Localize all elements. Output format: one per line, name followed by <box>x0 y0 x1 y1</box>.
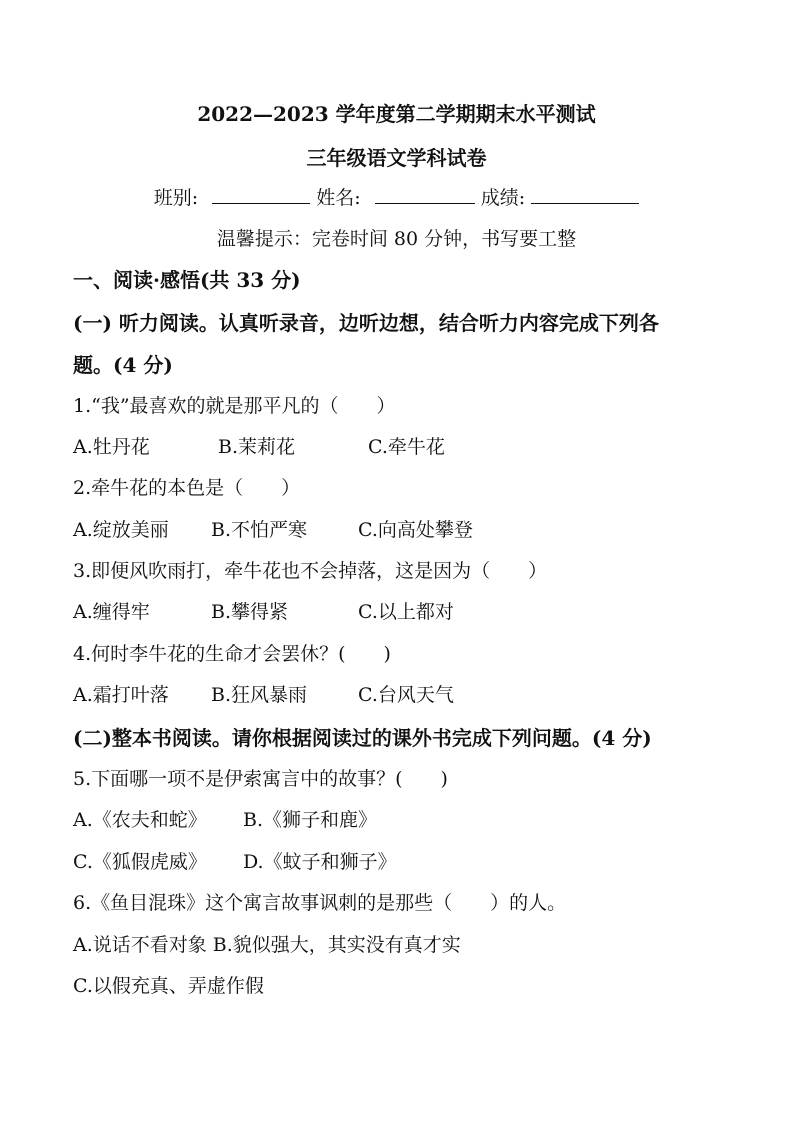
exam-title: 2022—2023 学年度第二学期期末水平测试 <box>197 102 596 126</box>
score-blank[interactable] <box>531 185 639 204</box>
question-5: 5.下面哪一项不是伊索寓言中的故事？( ) <box>73 768 448 790</box>
q1-option-b[interactable]: B.茉莉花 <box>218 436 296 458</box>
q5-option-a[interactable]: A.《农夫和蛇》 <box>73 809 207 831</box>
q2-option-b[interactable]: B.不怕严寒 <box>211 519 308 541</box>
q6-option-c[interactable]: C.以假充真、弄虚作假 <box>73 975 264 997</box>
score-label: 成绩: <box>480 187 526 209</box>
q2-option-c[interactable]: C.向高处攀登 <box>358 519 473 541</box>
question-5-options-row1 <box>73 805 377 832</box>
class-label: 班别: <box>153 187 199 209</box>
part1-instruction-line2: 题。(4 分) <box>73 353 173 377</box>
question-2-options <box>73 515 473 542</box>
question-4-options <box>73 680 454 707</box>
q4-option-c[interactable]: C.台风天气 <box>358 684 454 706</box>
name-blank[interactable] <box>375 185 475 204</box>
q5-option-b[interactable]: B.《狮子和鹿》 <box>243 809 378 831</box>
q1-option-a[interactable]: A.牡丹花 <box>73 436 150 458</box>
question-3: 3.即便风吹雨打，牵牛花也不会掉落，这是因为（ ） <box>73 560 548 582</box>
part2-instruction: (二)整本书阅读。请你根据阅读过的课外书完成下列问题。(4 分) <box>73 726 652 750</box>
student-info-row <box>0 183 793 210</box>
question-4: 4.何时李牛花的生命才会罢休？( ) <box>73 643 391 665</box>
q2-option-a[interactable]: A.绽放美丽 <box>73 519 169 541</box>
q3-option-c[interactable]: C.以上都对 <box>358 601 454 623</box>
q5-option-d[interactable]: D.《蚊子和狮子》 <box>243 851 397 873</box>
question-3-options <box>73 597 454 624</box>
q4-option-a[interactable]: A.霜打叶落 <box>73 684 169 706</box>
exam-tip: 温馨提示：完卷时间 80 分钟，书写要工整 <box>216 228 577 250</box>
q5-option-c[interactable]: C.《狐假虎威》 <box>73 851 207 873</box>
question-1-options <box>73 432 445 459</box>
section-heading: 一、阅读·感悟(共 33 分) <box>73 268 301 292</box>
name-label: 姓名: <box>316 187 361 209</box>
q1-option-c[interactable]: C.牵牛花 <box>368 436 445 458</box>
q4-option-b[interactable]: B.狂风暴雨 <box>211 684 308 706</box>
part1-instruction-line1: (一) 听力阅读。认真听录音，边听边想，结合听力内容完成下列各 <box>73 311 659 335</box>
class-blank[interactable] <box>212 185 310 204</box>
q6-options-ab[interactable]: A.说话不看对象 B.貌似强大，其实没有真才实 <box>73 934 461 956</box>
question-1: 1.“我”最喜欢的就是那平凡的（ ） <box>73 395 396 417</box>
q3-option-b[interactable]: B.攀得紧 <box>211 601 289 623</box>
question-5-options-row2 <box>73 847 397 874</box>
q3-option-a[interactable]: A.缠得牢 <box>73 601 150 623</box>
exam-subtitle: 三年级语文学科试卷 <box>306 146 487 170</box>
question-2: 2.牵牛花的本色是（ ） <box>73 477 301 499</box>
question-6: 6.《鱼目混珠》这个寓言故事讽刺的是那些（ ）的人。 <box>73 892 567 914</box>
